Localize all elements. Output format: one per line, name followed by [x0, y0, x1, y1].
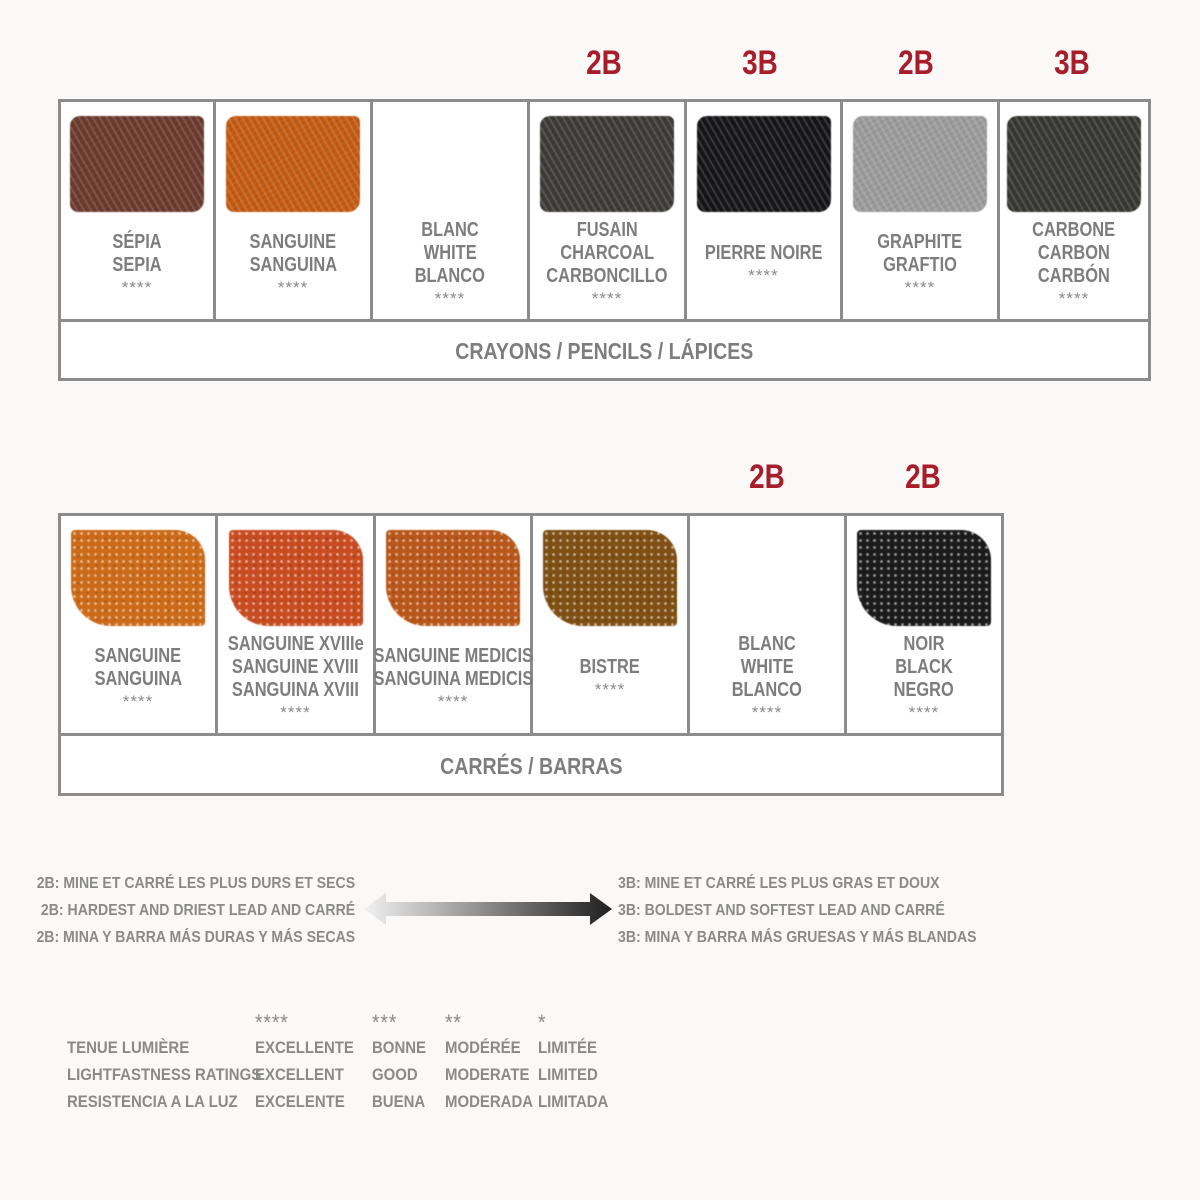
rating-stars: **	[445, 1010, 462, 1035]
color-name: GRAPHITE	[877, 230, 963, 253]
carbone-swatch	[1007, 116, 1141, 212]
bistre-swatch	[543, 530, 677, 626]
color-name: SANGUINE XVIII	[232, 656, 359, 678]
rating-word: LIMITADA	[538, 1092, 609, 1111]
legend-label: LIGHTFASTNESS RATINGS	[67, 1065, 262, 1084]
rating-word: MODERATE	[445, 1065, 530, 1084]
blanc-swatch	[700, 530, 834, 626]
swatch-cell-carbone	[1000, 102, 1148, 319]
swatch-cell-fusain	[530, 102, 687, 319]
color-name: SANGUINA XVIII	[232, 679, 359, 701]
grade-label-carbone: 3B	[1054, 44, 1090, 82]
color-name: CARBON	[1038, 242, 1110, 264]
color-name: BLANCO	[731, 679, 803, 701]
lightfastness-stars: ****	[904, 277, 936, 297]
carres-footer	[61, 736, 1001, 796]
grade-label-noir: 2B	[905, 458, 941, 496]
color-name: CHARCOAL	[560, 242, 654, 264]
noir-swatch	[857, 530, 991, 626]
legend-label: TENUE LUMIÈRE	[67, 1038, 190, 1057]
sanguine-medicis-swatch	[386, 530, 520, 626]
carres-table	[58, 513, 1004, 796]
rating-word: EXCELLENT	[255, 1065, 344, 1084]
lightfastness-stars: ****	[594, 680, 626, 699]
lightfastness-stars: ****	[751, 703, 783, 722]
note-line: 2B: MINE ET CARRÉ LES PLUS DURS ET SECS	[36, 875, 355, 892]
swatch-cell-blanc	[690, 516, 847, 733]
fusain-swatch	[540, 116, 674, 212]
color-name: SANGUINE	[249, 230, 337, 253]
color-name: SANGUINA	[249, 253, 337, 276]
rating-word: GOOD	[372, 1065, 418, 1084]
rating-stars: ****	[255, 1010, 289, 1035]
swatch-cell-sanguine-medicis	[373, 516, 533, 733]
color-name: WHITE	[423, 242, 477, 264]
color-name: SANGUINE MEDICIS	[373, 644, 533, 667]
blanc-swatch	[383, 116, 517, 212]
lightfastness-stars: ****	[122, 691, 154, 711]
hardness-gradient-arrow-icon	[364, 889, 612, 929]
note-line: 2B: HARDEST AND DRIEST LEAD AND CARRÉ	[40, 902, 355, 919]
color-name: NEGRO	[893, 679, 955, 701]
pencils-table	[58, 99, 1151, 381]
lightfastness-column-excellent	[255, 1012, 367, 1115]
rating-stars: *	[538, 1010, 547, 1035]
color-name: SANGUINA MEDICIS	[373, 667, 533, 690]
color-name: CARBÓN	[1038, 265, 1110, 287]
color-name: CARBONE	[1032, 219, 1116, 241]
legend-label: RESISTENCIA A LA LUZ	[67, 1092, 238, 1111]
swatch-cell-sanguine-xviii	[218, 516, 376, 733]
color-name: SEPIA	[112, 253, 162, 276]
pencils-footer-label: CRAYONS / PENCILS / LÁPICES	[455, 338, 754, 364]
grade-label-fusain: 2B	[586, 44, 622, 82]
hardness-3b-note	[618, 870, 1025, 951]
swatch-cell-sanguine	[61, 516, 218, 733]
grade-label-blanc: 2B	[749, 458, 785, 496]
swatch-cell-sepia	[61, 102, 216, 319]
lightfastness-stars: ****	[280, 703, 311, 722]
swatch-cell-noir	[847, 516, 1001, 733]
color-name: SANGUINE XVIIIe	[227, 633, 364, 655]
color-name: PIERRE NOIRE	[704, 242, 823, 264]
lightfastness-stars: ****	[437, 691, 469, 711]
sepia-swatch	[70, 116, 204, 212]
rating-word: LIMITÉE	[538, 1038, 598, 1057]
sanguine-swatch	[71, 530, 205, 626]
color-name: BISTRE	[579, 656, 641, 678]
lightfastness-stars: ****	[434, 289, 466, 308]
rating-word: BUENA	[372, 1092, 426, 1111]
note-line: 3B: MINA Y BARRA MÁS GRUESAS Y MÁS BLANDAS	[618, 929, 977, 946]
color-name: CARBONCILLO	[546, 265, 668, 287]
lightfastness-stars: ****	[277, 277, 309, 297]
color-name: BLANC	[738, 633, 796, 655]
sanguine-xviii-swatch	[229, 530, 363, 626]
rating-word: EXCELENTE	[255, 1092, 345, 1111]
rating-word: MODÉRÉE	[445, 1038, 521, 1057]
color-name: NOIR	[903, 633, 945, 655]
lightfastness-column-moderate	[445, 1012, 545, 1115]
color-name: WHITE	[740, 656, 794, 678]
color-name: SÉPIA	[112, 230, 162, 253]
graphite-swatch	[853, 116, 987, 212]
lightfastness-stars: ****	[1058, 289, 1090, 308]
hardness-2b-note	[0, 870, 355, 951]
color-name: SANGUINA	[94, 667, 182, 690]
lightfastness-column-good	[372, 1012, 433, 1115]
rating-word: MODERADA	[445, 1092, 534, 1111]
lightfastness-stars: ****	[748, 266, 779, 285]
lightfastness-stars: ****	[591, 289, 623, 308]
note-line: 3B: BOLDEST AND SOFTEST LEAD AND CARRÉ	[618, 902, 945, 919]
rating-stars: ***	[372, 1010, 398, 1035]
swatch-cell-blanc	[373, 102, 530, 319]
sanguine-swatch	[226, 116, 360, 212]
swatch-cell-pierre-noire	[687, 102, 843, 319]
swatch-cell-sanguine	[216, 102, 373, 319]
lightfastness-stars: ****	[908, 703, 940, 722]
color-name: BLANCO	[414, 265, 486, 287]
lightfastness-stars: ****	[121, 277, 153, 297]
swatch-cell-graphite	[843, 102, 1000, 319]
rating-word: EXCELLENTE	[255, 1038, 354, 1057]
pierre-noire-swatch	[697, 116, 831, 212]
rating-word: BONNE	[372, 1038, 427, 1057]
pencils-footer	[61, 322, 1148, 381]
color-name: BLANC	[421, 219, 479, 241]
lightfastness-column-limited	[538, 1012, 618, 1115]
color-name: GRAFTIO	[883, 253, 957, 276]
note-line: 2B: MINA Y BARRA MÁS DURAS Y MÁS SECAS	[36, 929, 355, 946]
color-name: FUSAIN	[576, 219, 638, 241]
grade-label-graphite: 2B	[898, 44, 934, 82]
rating-word: LIMITED	[538, 1065, 598, 1084]
color-name: BLACK	[895, 656, 953, 678]
color-name: SANGUINE	[94, 644, 182, 667]
carres-footer-label: CARRÉS / BARRAS	[439, 752, 623, 779]
note-line: 3B: MINE ET CARRÉ LES PLUS GRAS ET DOUX	[618, 875, 940, 892]
swatch-cell-bistre	[533, 516, 690, 733]
grade-label-pierre-noire: 3B	[742, 44, 778, 82]
